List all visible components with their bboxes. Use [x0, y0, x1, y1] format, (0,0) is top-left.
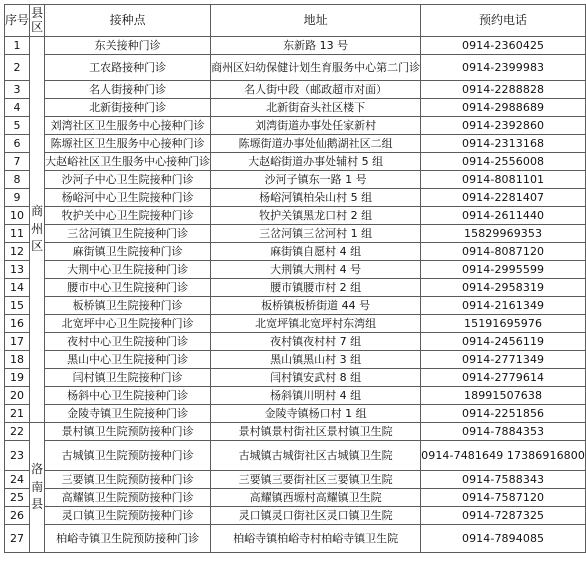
row-number: 3: [5, 81, 30, 99]
site-name: 大荆中心卫生院接种门诊: [45, 261, 211, 279]
site-address: 大荆镇大荆村 4 号: [211, 261, 421, 279]
booking-phone: 0914-2958319: [421, 279, 586, 297]
row-number: 27: [5, 525, 30, 553]
header-address: 地址: [211, 5, 421, 37]
booking-phone: 0914-7884353: [421, 423, 586, 441]
site-name: 柏峪寺镇卫生院预防接种门诊: [45, 525, 211, 553]
row-number: 16: [5, 315, 30, 333]
site-address: 商州区妇幼保健计划生育服务中心第二门诊: [211, 55, 421, 81]
county-cell: [30, 423, 45, 553]
table-body: [5, 37, 586, 553]
table-row: [5, 55, 586, 81]
site-address: 名人街中段（邮政超市对面）: [211, 81, 421, 99]
table-row: [5, 117, 586, 135]
county-cell: [30, 37, 45, 423]
booking-phone: 0914-2995599: [421, 261, 586, 279]
table-row: [5, 489, 586, 507]
booking-phone: 0914-8087120: [421, 243, 586, 261]
table-row: [5, 81, 586, 99]
header-point: 接种点: [45, 5, 211, 37]
site-address: 板桥镇板桥街道 44 号: [211, 297, 421, 315]
site-name: 大赵峪社区卫生服务中心接种门诊: [45, 153, 211, 171]
table-header-row: [5, 5, 586, 37]
site-name: 刘湾社区卫生服务中心接种门诊: [45, 117, 211, 135]
site-name: 三要镇卫生院预防接种门诊: [45, 471, 211, 489]
row-number: 8: [5, 171, 30, 189]
booking-phone: 0914-2360425: [421, 37, 586, 55]
site-address: 沙河子镇东一路 1 号: [211, 171, 421, 189]
table-row: [5, 333, 586, 351]
table-row: [5, 315, 586, 333]
table-row: [5, 261, 586, 279]
booking-phone: 0914-7287325: [421, 507, 586, 525]
table-row: [5, 153, 586, 171]
row-number: 19: [5, 369, 30, 387]
site-address: 三岔河镇三岔河村 1 组: [211, 225, 421, 243]
row-number: 26: [5, 507, 30, 525]
booking-phone: 0914-2161349: [421, 297, 586, 315]
row-number: 17: [5, 333, 30, 351]
site-address: 北宽坪镇北宽坪村东湾组: [211, 315, 421, 333]
site-name: 杨峪河中心卫生院接种门诊: [45, 189, 211, 207]
site-name: 沙河子中心卫生院接种门诊: [45, 171, 211, 189]
site-name: 夜村中心卫生院接种门诊: [45, 333, 211, 351]
site-name: 东关接种门诊: [45, 37, 211, 55]
site-name: 金陵寺镇卫生院接种门诊: [45, 405, 211, 423]
table-row: [5, 369, 586, 387]
row-number: 18: [5, 351, 30, 369]
row-number: 25: [5, 489, 30, 507]
table-row: [5, 99, 586, 117]
site-name: 景村镇卫生院预防接种门诊: [45, 423, 211, 441]
booking-phone: 15191695976: [421, 315, 586, 333]
site-address: 柏峪寺镇柏峪寺村柏峪寺镇卫生院: [211, 525, 421, 553]
county-label: 商州区: [31, 204, 44, 254]
row-number: 23: [5, 441, 30, 471]
table-row: [5, 297, 586, 315]
site-address: 北新街奋头社区楼下: [211, 99, 421, 117]
site-name: 工农路接种门诊: [45, 55, 211, 81]
header-no: 序号: [5, 5, 30, 37]
row-number: 14: [5, 279, 30, 297]
site-address: 高耀镇西塬村高耀镇卫生院: [211, 489, 421, 507]
booking-phone: 0914-2251856: [421, 405, 586, 423]
table-row: [5, 243, 586, 261]
site-address: 麻街镇自愿村 4 组: [211, 243, 421, 261]
header-county: [30, 5, 45, 37]
table-row: [5, 387, 586, 405]
table-row: [5, 351, 586, 369]
row-number: 7: [5, 153, 30, 171]
site-address: 腰市镇腰市村 2 组: [211, 279, 421, 297]
table-row: [5, 507, 586, 525]
row-number: 1: [5, 37, 30, 55]
row-number: 2: [5, 55, 30, 81]
site-address: 三要镇三要街社区三要镇卫生院: [211, 471, 421, 489]
booking-phone: 0914-2456119: [421, 333, 586, 351]
table-row: [5, 37, 586, 55]
booking-phone: 0914-7588343: [421, 471, 586, 489]
site-address: 东新路 13 号: [211, 37, 421, 55]
site-name: 陈塬社区卫生服务中心接种门诊: [45, 135, 211, 153]
table-row: [5, 207, 586, 225]
site-name: 三岔河镇卫生院接种门诊: [45, 225, 211, 243]
row-number: 12: [5, 243, 30, 261]
site-name: 北宽坪中心卫生院接种门诊: [45, 315, 211, 333]
county-label: 洛南县: [31, 462, 44, 512]
site-name: 古城镇卫生院预防接种门诊: [45, 441, 211, 471]
row-number: 5: [5, 117, 30, 135]
site-name: 名人街接种门诊: [45, 81, 211, 99]
booking-phone: 0914-2399983: [421, 55, 586, 81]
booking-phone: 0914-2611440: [421, 207, 586, 225]
table-row: [5, 441, 586, 471]
booking-phone: 18991507638: [421, 387, 586, 405]
site-address: 大赵峪街道办事处辅村 5 组: [211, 153, 421, 171]
booking-phone: 0914-2779614: [421, 369, 586, 387]
table-row: [5, 225, 586, 243]
row-number: 10: [5, 207, 30, 225]
booking-phone: 0914-8081101: [421, 171, 586, 189]
booking-phone: 0914-2288828: [421, 81, 586, 99]
row-number: 4: [5, 99, 30, 117]
site-name: 板桥镇卫生院接种门诊: [45, 297, 211, 315]
site-name: 北新街接种门诊: [45, 99, 211, 117]
site-name: 腰市中心卫生院接种门诊: [45, 279, 211, 297]
row-number: 6: [5, 135, 30, 153]
site-name: 灵口镇卫生院预防接种门诊: [45, 507, 211, 525]
site-address: 闫村镇安武村 8 组: [211, 369, 421, 387]
site-address: 杨峪河镇柏朵山村 5 组: [211, 189, 421, 207]
row-number: 22: [5, 423, 30, 441]
site-name: 高耀镇卫生院预防接种门诊: [45, 489, 211, 507]
site-address: 牧护关镇黑龙口村 2 组: [211, 207, 421, 225]
row-number: 13: [5, 261, 30, 279]
row-number: 11: [5, 225, 30, 243]
site-name: 黑山中心卫生院接种门诊: [45, 351, 211, 369]
table-row: [5, 423, 586, 441]
booking-phone: 0914-2281407: [421, 189, 586, 207]
site-address: 灵口镇灵口街社区灵口镇卫生院: [211, 507, 421, 525]
table-row: [5, 405, 586, 423]
table-row: [5, 135, 586, 153]
table-row: [5, 189, 586, 207]
booking-phone: 0914-7587120: [421, 489, 586, 507]
site-name: 麻街镇卫生院接种门诊: [45, 243, 211, 261]
site-name: 杨斜中心卫生院接种门诊: [45, 387, 211, 405]
site-address: 刘湾街道办事处任家新村: [211, 117, 421, 135]
table-row: [5, 471, 586, 489]
booking-phone: 0914-2556008: [421, 153, 586, 171]
row-number: 24: [5, 471, 30, 489]
site-name: 牧护关中心卫生院接种门诊: [45, 207, 211, 225]
site-address: 黑山镇黑山村 3 组: [211, 351, 421, 369]
site-address: 金陵寺镇杨口村 1 组: [211, 405, 421, 423]
row-number: 21: [5, 405, 30, 423]
vaccination-site-table: [4, 4, 586, 553]
site-address: 古城镇古城街社区古城镇卫生院: [211, 441, 421, 471]
row-number: 9: [5, 189, 30, 207]
booking-phone: 0914-2313168: [421, 135, 586, 153]
booking-phone: 15829969353: [421, 225, 586, 243]
site-address: 景村镇景村街社区景村镇卫生院: [211, 423, 421, 441]
row-number: 15: [5, 297, 30, 315]
site-address: 陈塬街道办事处仙鹅湖社区二组: [211, 135, 421, 153]
booking-phone: 0914-2771349: [421, 351, 586, 369]
table-row: [5, 279, 586, 297]
booking-phone: 0914-7481649 17386916800: [421, 441, 586, 471]
site-address: 夜村镇夜村村 7 组: [211, 333, 421, 351]
site-address: 杨斜镇川明村 4 组: [211, 387, 421, 405]
table-row: [5, 171, 586, 189]
row-number: 20: [5, 387, 30, 405]
booking-phone: 0914-2988689: [421, 99, 586, 117]
site-name: 闫村镇卫生院接种门诊: [45, 369, 211, 387]
header-county-label: 县区: [31, 6, 44, 34]
booking-phone: 0914-7894085: [421, 525, 586, 553]
table-row: [5, 525, 586, 553]
booking-phone: 0914-2392860: [421, 117, 586, 135]
header-phone: 预约电话: [421, 5, 586, 37]
